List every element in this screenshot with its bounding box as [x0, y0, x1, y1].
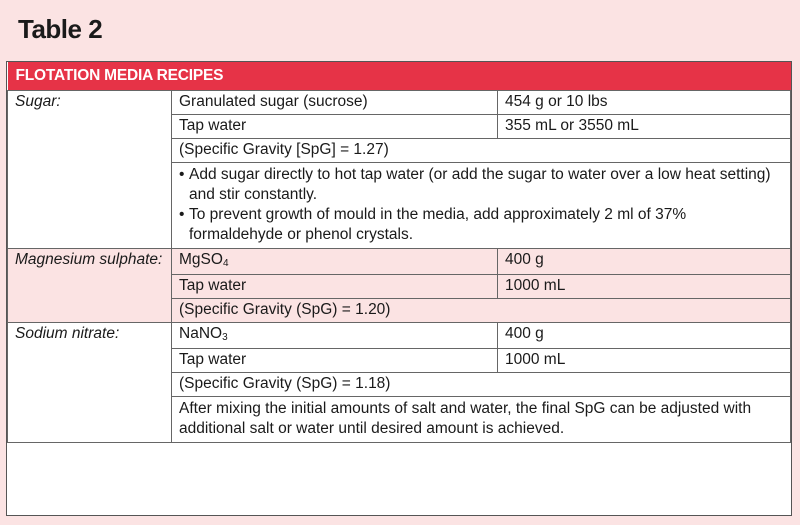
sodium-ingredient-1	[172, 323, 498, 349]
sugar-notes	[172, 163, 791, 249]
recipes-table	[7, 62, 791, 443]
magnesium-gravity: (Specific Gravity (SpG) = 1.20)	[172, 299, 791, 323]
sodium-formula-subscript: 3	[222, 332, 228, 343]
sodium-ingredient-2: Tap water	[172, 349, 498, 373]
list-item	[179, 205, 783, 245]
table-row	[8, 323, 791, 349]
table-title: Table 2	[18, 14, 103, 44]
sugar-note-2: To prevent growth of mould in the media, add approximately 2 ml of 37% formaldehyde or phenol crystals.	[189, 206, 687, 243]
sugar-ingredient-1: Granulated sugar (sucrose)	[172, 91, 498, 115]
sodium-label: Sodium nitrate:	[8, 323, 172, 443]
sugar-amount-1: 454 g or 10 lbs	[498, 91, 791, 115]
magnesium-amount-1: 400 g	[498, 249, 791, 275]
magnesium-formula: MgSO	[179, 251, 223, 268]
table-header: FLOTATION MEDIA RECIPES	[8, 62, 791, 91]
sodium-amount-1: 400 g	[498, 323, 791, 349]
bullet-icon: •	[179, 206, 185, 223]
magnesium-amount-2: 1000 mL	[498, 275, 791, 299]
list-item	[179, 165, 783, 205]
table-row	[8, 91, 791, 115]
sodium-formula: NaNO	[179, 325, 223, 342]
bullet-icon: •	[179, 166, 185, 183]
magnesium-label: Magnesium sulphate:	[8, 249, 172, 323]
magnesium-ingredient-2: Tap water	[172, 275, 498, 299]
sodium-amount-2: 1000 mL	[498, 349, 791, 373]
sugar-ingredient-2: Tap water	[172, 115, 498, 139]
recipes-table-card	[6, 61, 792, 516]
table-row	[8, 249, 791, 275]
sodium-note: After mixing the initial amounts of salt and water, the final SpG can be adjusted with additional salt or water until desired amount is achieved.	[172, 397, 791, 443]
sugar-amount-2: 355 mL or 3550 mL	[498, 115, 791, 139]
sugar-label: Sugar:	[8, 91, 172, 249]
sugar-gravity: (Specific Gravity [SpG] = 1.27)	[172, 139, 791, 163]
magnesium-formula-subscript: 4	[222, 258, 229, 269]
sodium-gravity: (Specific Gravity (SpG) = 1.18)	[172, 373, 791, 397]
sugar-note-1: Add sugar directly to hot tap water (or add the sugar to water over a low heat setting) and stir constantly.	[189, 166, 771, 203]
magnesium-ingredient-1	[172, 249, 498, 275]
